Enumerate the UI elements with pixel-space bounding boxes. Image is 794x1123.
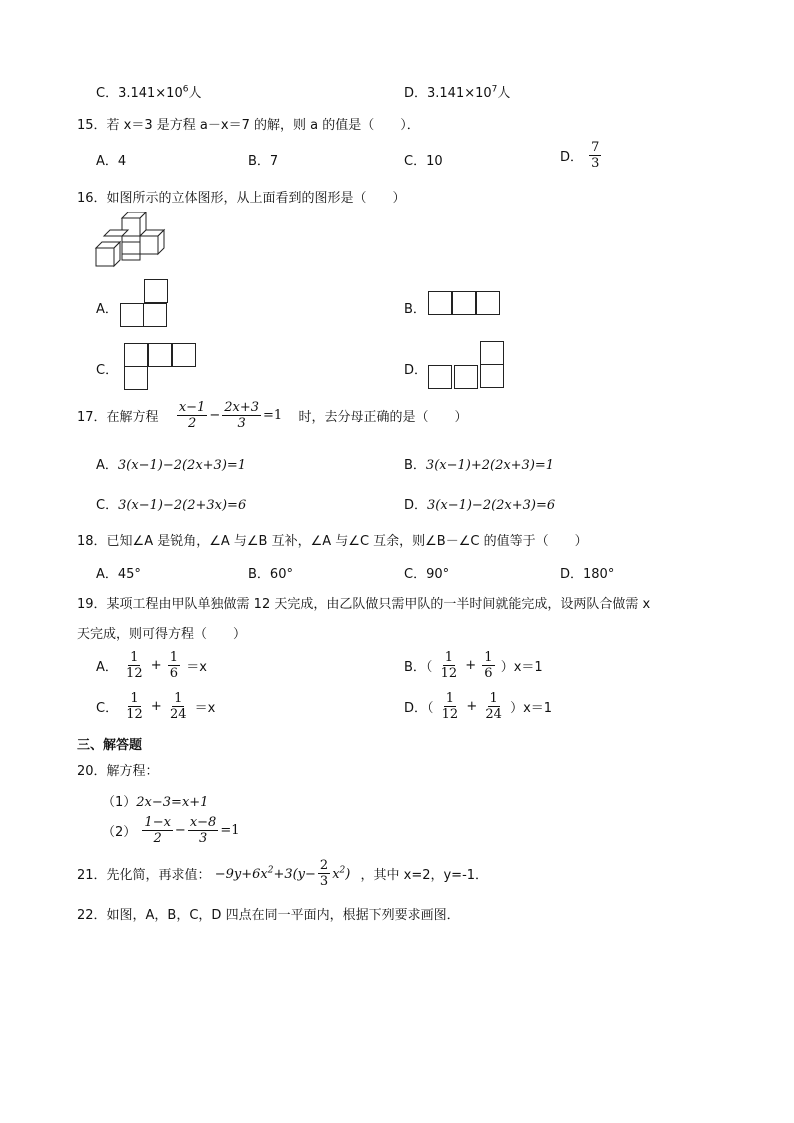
- q21-stem: 21．先化简，再求值： $-9y+6x^2+3(y-$ $\frac{2}{3}$ $x^2$) ，其中 x=2，y=-1．: [77, 858, 489, 889]
- fraction: $\frac{x-1}{2}$: [178, 400, 206, 431]
- fraction: $\frac{1-x}{2}$: [144, 815, 171, 846]
- q16-figure-a: [120, 279, 168, 327]
- q16-stem: 16．如图所示的立体图形，从上面看到的图形是（ ）: [77, 191, 406, 206]
- q15-option-a: A．4: [96, 154, 127, 169]
- q20-part1: （1）2x−3=x+1: [102, 795, 209, 810]
- fraction: $\frac{1}{12}$: [126, 691, 143, 722]
- q18-option-c: C．90°: [404, 567, 450, 582]
- q16-figure-c: [124, 343, 198, 391]
- q15-option-b: B．7: [248, 154, 279, 169]
- q15-option-d: D． $\frac{7}{3}$: [560, 140, 600, 171]
- fraction: $\frac{1}{12}$: [126, 650, 143, 681]
- q17-option-a: A．3(x−1)−2(2x+3)=1: [96, 458, 247, 473]
- fraction: $\frac{1}{6}$: [169, 650, 179, 681]
- fraction: $\frac{2}{3}$: [319, 858, 329, 889]
- fraction: $\frac{1}{12}$: [441, 691, 459, 722]
- solid-figure-cubes: [94, 212, 174, 272]
- q19-option-a: A． $\frac{1}{12}$ + $\frac{1}{6}$ ＝x: [96, 650, 207, 681]
- q16-figure-d: [428, 341, 504, 389]
- q17-option-b: B．3(x−1)+2(2x+3)=1: [404, 458, 555, 473]
- q19-stem-line2: 天完成，则可得方程（ ）: [77, 627, 247, 642]
- q15-stem: 15．若 x＝3 是方程 a－x＝7 的解，则 a 的值是（ ）．: [77, 118, 420, 133]
- fraction: $\frac{1}{6}$: [484, 650, 493, 681]
- q18-stem: 18．已知∠A 是锐角，∠A 与∠B 互补，∠A 与∠C 互余，则∠B－∠C 的值等于（ ）: [77, 534, 588, 549]
- fraction: $\frac{2x+3}{3}$: [224, 400, 260, 431]
- q17-option-c: C．3(x−1)−2(2+3x)=6: [96, 498, 247, 513]
- q19-stem-line1: 19．某项工程由甲队单独做需 12 天完成，由乙队做只需甲队的一半时间就能完成，设两队合做需 x: [77, 597, 651, 612]
- q16-option-d: D．: [404, 363, 428, 378]
- q22-stem: 22．如图，A，B，C，D 四点在同一平面内，根据下列要求画图．: [77, 908, 460, 923]
- q15-option-c: C．10: [404, 154, 443, 169]
- q18-option-a: A．45°: [96, 567, 141, 582]
- q19-option-c: C． $\frac{1}{12}$ + $\frac{1}{24}$ ＝x: [96, 691, 216, 722]
- fraction: $\frac{1}{24}$: [485, 691, 502, 722]
- q16-option-b: B．: [404, 302, 426, 317]
- fraction: $\frac{1}{24}$: [169, 691, 187, 722]
- q16-option-c: C．: [96, 363, 119, 378]
- q19-option-d: D．（ $\frac{1}{12}$ + $\frac{1}{24}$ ）x＝1: [404, 691, 553, 722]
- q18-option-b: B．60°: [248, 567, 293, 582]
- q14-option-d: D．$3.141\times 10^7$人: [404, 84, 511, 101]
- fraction: $\frac{1}{12}$: [440, 650, 458, 681]
- q14-option-c: C．$3.141\times 10^6$人: [96, 84, 202, 101]
- fraction: $\frac{x-8}{3}$: [189, 815, 217, 846]
- q19-option-b: B．（ $\frac{1}{12}$ + $\frac{1}{6}$ ）x＝1: [404, 650, 543, 681]
- q20-stem: 20．解方程：: [77, 764, 159, 779]
- q16-figure-b: [428, 291, 502, 315]
- section-heading: 三、解答题: [77, 738, 143, 753]
- q18-option-d: D．180°: [560, 567, 615, 582]
- fraction: $\frac{7}{3}$: [591, 140, 600, 171]
- q20-part2: （2） $\frac{1-x}{2}$ − $\frac{x-8}{3}$ =1: [102, 815, 240, 846]
- q16-option-a: A．: [96, 302, 118, 317]
- q17-stem: 17．在解方程 $\frac{x-1}{2}$ − $\frac{2x+3}{3}$ =1 时，去分母正确的是（ ）: [77, 400, 468, 431]
- q17-option-d: D．3(x−1)−2(2x+3)=6: [404, 498, 556, 513]
